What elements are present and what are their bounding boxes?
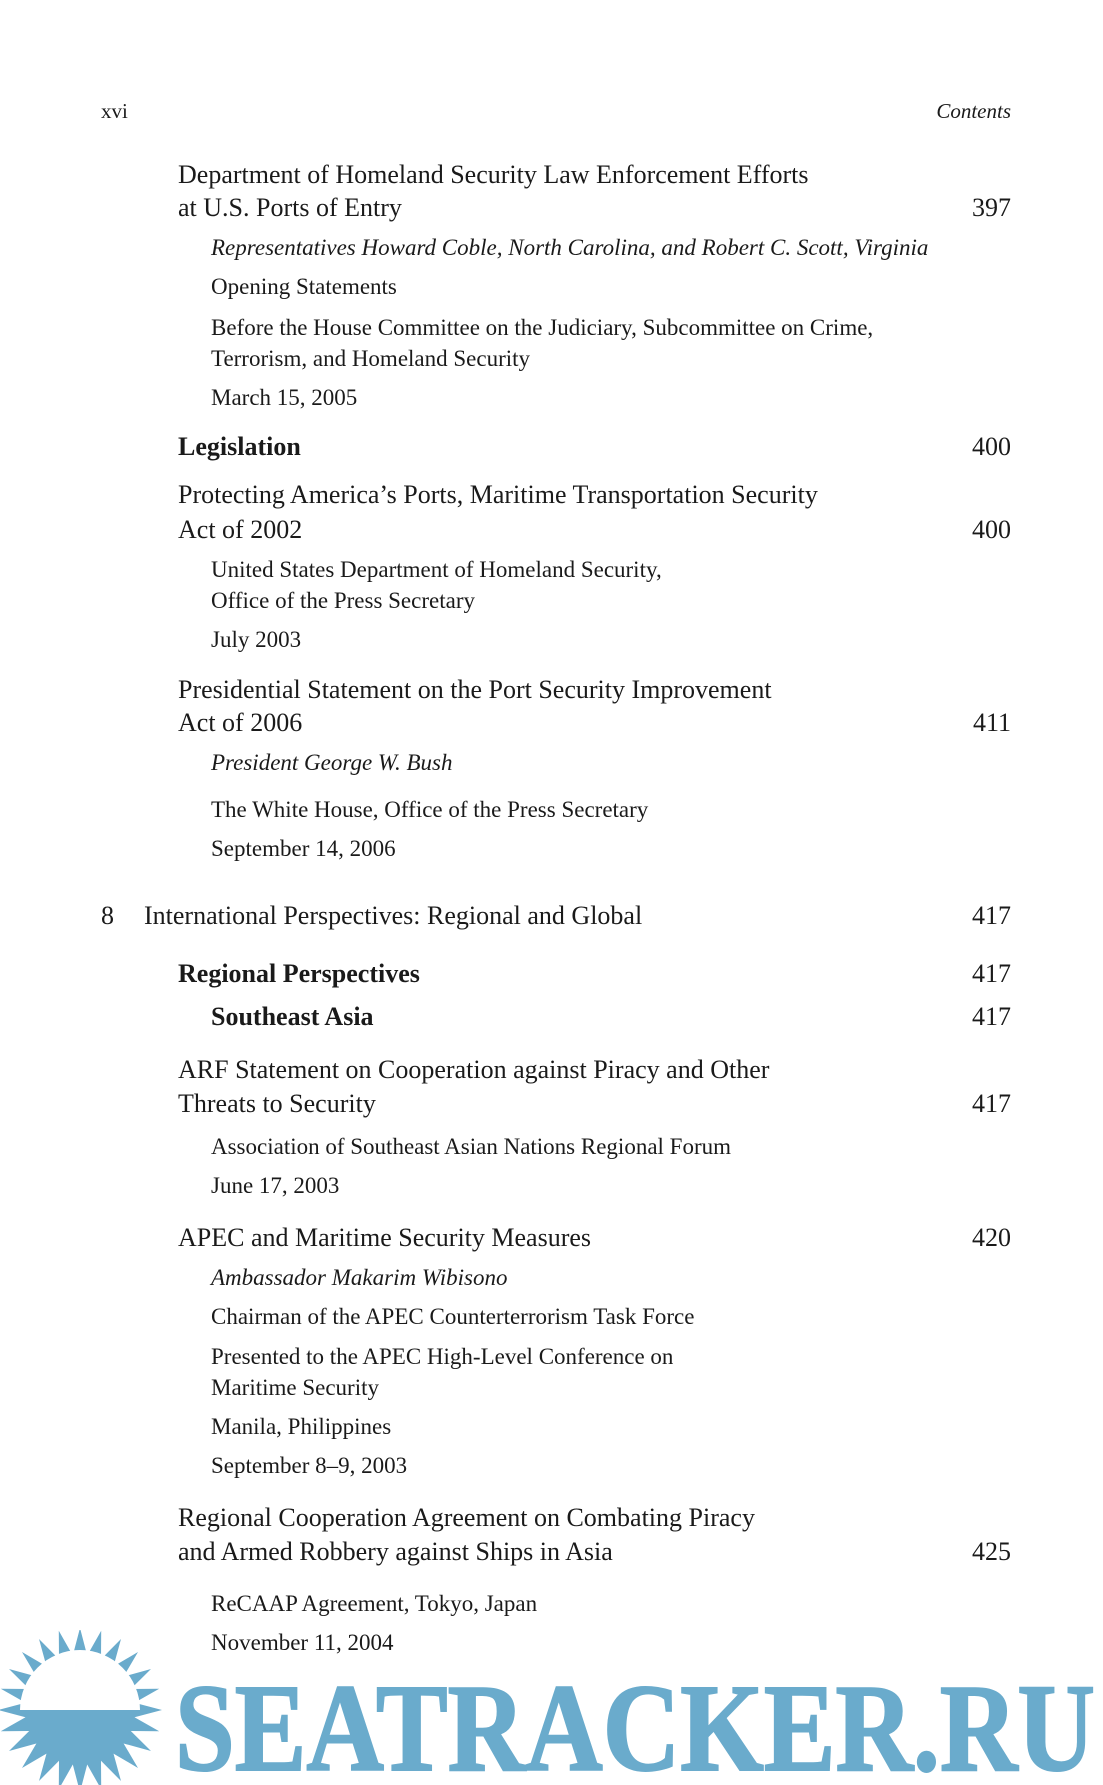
- running-title: Contents: [936, 99, 1011, 123]
- toc-page: 420: [972, 1223, 1011, 1252]
- toc-title: Act of 2006: [178, 708, 303, 737]
- toc-type: Opening Statements: [211, 274, 397, 299]
- toc-author: Representatives Howard Coble, North Carolina, and Robert C. Scott, Virginia: [211, 235, 929, 260]
- toc-source: United States Department of Homeland Security,: [211, 557, 662, 582]
- toc-source: ReCAAP Agreement, Tokyo, Japan: [211, 1591, 538, 1616]
- watermark-logo: [0, 1630, 1103, 1785]
- toc-author: President George W. Bush: [211, 750, 453, 775]
- section-heading: Legislation: [178, 432, 301, 461]
- toc-source: Association of Southeast Asian Nations Regional Forum: [211, 1134, 732, 1159]
- toc-source: The White House, Office of the Press Secretary: [211, 797, 649, 822]
- toc-title: ARF Statement on Cooperation against Piracy and Other: [178, 1055, 770, 1084]
- toc-date: September 8–9, 2003: [211, 1453, 408, 1478]
- toc-title: Presidential Statement on the Port Security Improvement: [178, 675, 772, 704]
- toc-page: 411: [972, 708, 1011, 737]
- toc-date: July 2003: [211, 627, 302, 652]
- toc-author: Ambassador Makarim Wibisono: [211, 1265, 508, 1290]
- toc-page: 417: [972, 1089, 1011, 1118]
- toc-title: at U.S. Ports of Entry: [178, 193, 402, 222]
- watermark-text: SEATRACKER.RU: [175, 1660, 1095, 1785]
- toc-source: Office of the Press Secretary: [211, 588, 475, 613]
- toc-title: Threats to Security: [178, 1089, 376, 1118]
- chapter-title: International Perspectives: Regional and Global: [144, 901, 643, 930]
- toc-page: 425: [972, 1537, 1011, 1566]
- toc-place: Manila, Philippines: [211, 1414, 392, 1439]
- toc-page: 400: [972, 515, 1011, 544]
- page-number: xvi: [101, 99, 128, 123]
- toc-date: March 15, 2005: [211, 385, 358, 410]
- sun-icon: [0, 1630, 162, 1785]
- toc-title: Regional Cooperation Agreement on Combating Piracy: [178, 1503, 755, 1532]
- toc-page: 417: [972, 901, 1011, 930]
- toc-title: APEC and Maritime Security Measures: [178, 1223, 592, 1252]
- toc-date: September 14, 2006: [211, 836, 396, 861]
- toc-venue: Before the House Committee on the Judiciary, Subcommittee on Crime,: [211, 315, 874, 340]
- toc-venue: Presented to the APEC High-Level Conference on: [211, 1344, 674, 1369]
- toc-date: June 17, 2003: [211, 1173, 340, 1198]
- toc-date: November 11, 2004: [211, 1630, 394, 1655]
- toc-title: and Armed Robbery against Ships in Asia: [178, 1537, 613, 1566]
- toc-venue: Terrorism, and Homeland Security: [211, 346, 531, 371]
- toc-title: Act of 2002: [178, 515, 303, 544]
- toc-title: Department of Homeland Security Law Enforcement Efforts: [178, 160, 809, 189]
- toc-page: 397: [972, 193, 1011, 222]
- chapter-number: 8: [101, 901, 114, 930]
- toc-venue: Maritime Security: [211, 1375, 379, 1400]
- toc-title: Protecting America’s Ports, Maritime Transportation Security: [178, 480, 818, 509]
- toc-role: Chairman of the APEC Counterterrorism Task Force: [211, 1304, 695, 1329]
- section-heading: Regional Perspectives: [178, 959, 420, 988]
- toc-page: 417: [972, 959, 1011, 988]
- subsection-heading: Southeast Asia: [211, 1002, 374, 1031]
- toc-page: 417: [972, 1002, 1011, 1031]
- toc-page: 400: [972, 432, 1011, 461]
